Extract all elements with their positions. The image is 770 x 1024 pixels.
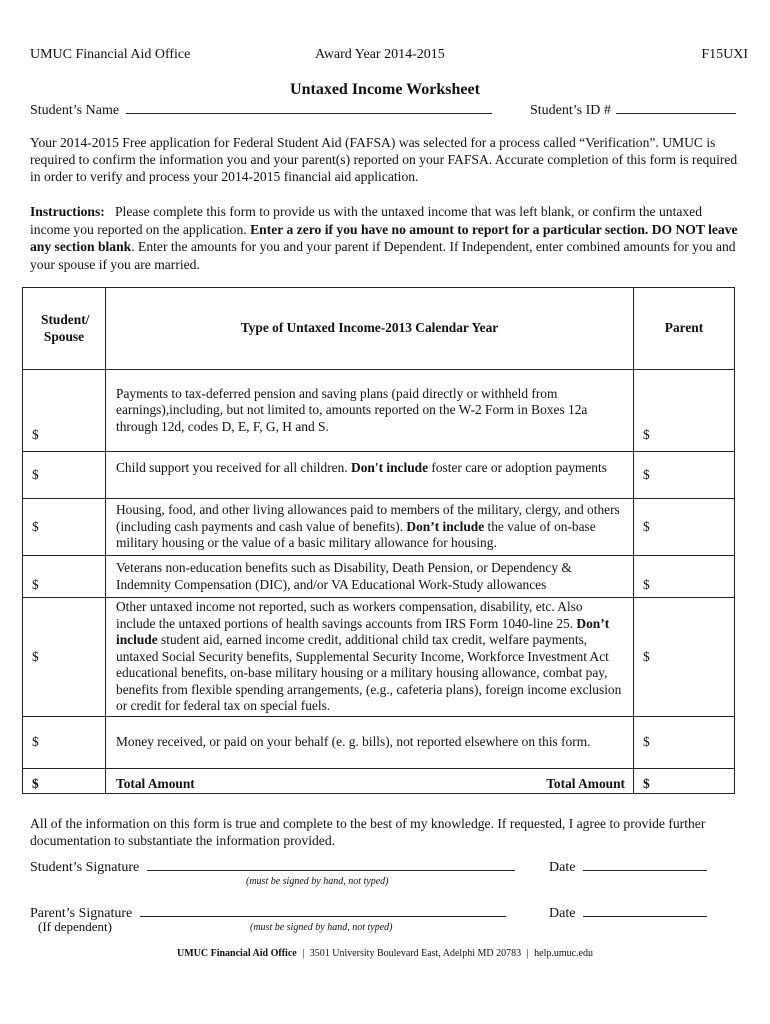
parent-signature-field[interactable] [140, 903, 506, 917]
if-dependent-label: (If dependent) [38, 919, 112, 934]
income-description [106, 370, 634, 452]
row-text-post: student aid, earned income credit, additional child tax credit, welfare payments, untaxed Social Security benefits, Supplemental Security Income, Workforce Investment Act educational benefits, on-base military housing or a military housing allowance, combat pay, benefits from flexible spending arrangements, (e.g., cafeteria plans), foreign income exclusion or credit for federal tax on special fuels. [116, 632, 622, 714]
footer-website[interactable]: help.umuc.edu [534, 948, 593, 959]
student-name-label: Student’s Name [30, 103, 120, 118]
instructions-paragraph [30, 203, 742, 273]
student-amount-cell[interactable]: $ [23, 370, 106, 452]
student-id-label: Student’s ID # [530, 103, 611, 118]
total-row [23, 769, 735, 794]
parent-date-label: Date [549, 906, 576, 921]
parent-amount-cell[interactable]: $ [634, 717, 735, 769]
student-signature-field[interactable] [147, 857, 515, 871]
row-text: Child support you received for all children. [116, 460, 352, 475]
student-total-cell[interactable]: $ [23, 769, 106, 794]
student-amount-cell[interactable]: $ [23, 556, 106, 598]
student-name-row [30, 100, 492, 119]
student-amount-cell[interactable]: $ [23, 452, 106, 499]
income-description [106, 499, 634, 556]
total-labels [106, 769, 634, 794]
income-description [106, 717, 634, 769]
instructions-text-1: Please complete this form to provide us with the untaxed income that was left blank, or confirm the untaxed income you reported on the application. [30, 204, 703, 237]
row-bold-text: Don't include [351, 460, 429, 475]
parent-amount-cell[interactable]: $ [634, 499, 735, 556]
student-id-row [530, 100, 736, 119]
row-text: Payments to tax-deferred pension and saving plans (paid directly or withheld from earnings),including, but not limited to, amounts reported on the W-2 Form in Boxes 12a through 12d, codes D, E, F, G, H and S. [116, 385, 588, 434]
table-row [23, 556, 735, 598]
student-total-label: Total Amount [116, 775, 195, 791]
untaxed-income-table [22, 287, 735, 794]
instructions-bold: Enter a zero if you have no amount to report for a particular section. DO NOT leave any section blank [30, 221, 738, 254]
student-date-field[interactable] [583, 857, 707, 871]
parent-date-field[interactable] [583, 903, 707, 917]
student-name-field[interactable] [126, 100, 492, 114]
footer-separator: | [302, 948, 305, 959]
row-text: Veterans non-education benefits such as Disability, Death Pension, or Dependency & Indemnity Compensation (DIC), and/or VA Educational Work-Study allowances [116, 560, 572, 592]
student-date-row [549, 857, 707, 876]
col-header-income-type: Type of Untaxed Income-2013 Calendar Year [106, 288, 634, 370]
student-amount-cell[interactable]: $ [23, 598, 106, 717]
intro-paragraph: Your 2014-2015 Free application for Federal Student Aid (FAFSA) was selected for a process called “Verification”. UMUC is required to confirm the information you and your parent(s) reported on your FAFSA. Accurate completion of this form is required in order to verify and process your 2014-2015 financial aid application. [30, 135, 738, 184]
table-row [23, 598, 735, 717]
col-header-student-spouse: Student/ Spouse [23, 288, 106, 370]
row-text: Money received, or paid on your behalf (e. g. bills), not reported elsewhere on this form. [116, 734, 591, 750]
student-amount-cell[interactable]: $ [23, 499, 106, 556]
col-header-parent: Parent [634, 288, 735, 370]
student-signature-row [30, 857, 515, 876]
parent-amount-cell[interactable]: $ [634, 556, 735, 598]
instructions-text-2: . Enter the amounts for you and your parent if Dependent. If Independent, enter combined amounts for you and your spouse if you are married. [30, 239, 736, 272]
footer-address: 3501 University Boulevard East, Adelphi MD 20783 [309, 948, 522, 959]
row-bold-text: Don’t include [406, 518, 485, 534]
student-hand-sign-note: (must be signed by hand, not typed) [246, 876, 389, 887]
parent-total-cell[interactable]: $ [634, 769, 735, 794]
student-amount-cell[interactable]: $ [23, 717, 106, 769]
footer-office: UMUC Financial Aid Office [177, 948, 297, 959]
row-text-post: foster care or adoption payments [428, 460, 607, 475]
table-row [23, 452, 735, 499]
page-title: Untaxed Income Worksheet [290, 81, 480, 98]
table-row [23, 370, 735, 452]
row-text-post: the value of on-base military housing or the value of a basic military allowance for housing. [116, 518, 596, 551]
certification-text: All of the information on this form is true and complete to the best of my knowledge. If requested, I agree to provide further documentation to substantiate the information provided. [30, 816, 706, 848]
header-award-year: Award Year 2014-2015 [315, 47, 445, 62]
instructions-label: Instructions: [30, 204, 105, 219]
table-row [23, 717, 735, 769]
parent-hand-sign-note: (must be signed by hand, not typed) [250, 922, 393, 933]
income-description [106, 556, 634, 598]
page-footer [0, 948, 770, 959]
parent-total-label: Total Amount [546, 775, 625, 791]
table-header-row [23, 288, 735, 370]
income-description [106, 452, 634, 499]
student-id-field[interactable] [616, 100, 736, 114]
parent-signature-label: Parent’s Signature [30, 906, 133, 921]
table-row [23, 499, 735, 556]
row-text: Other untaxed income not reported, such as workers compensation, disability, etc. Also include the untaxed portions of health savings accounts from IRS Form 1040-line 25. [116, 599, 583, 631]
student-signature-label: Student’s Signature [30, 860, 140, 875]
parent-amount-cell[interactable]: $ [634, 370, 735, 452]
row-bold-text: Don’t include [116, 615, 610, 648]
footer-separator: | [526, 948, 529, 959]
income-description [106, 598, 634, 717]
parent-amount-cell[interactable]: $ [634, 598, 735, 717]
student-date-label: Date [549, 860, 576, 875]
parent-date-row [549, 903, 707, 922]
header-office: UMUC Financial Aid Office [30, 47, 191, 62]
row-text: Housing, food, and other living allowances paid to members of the military, clergy, and others (including cash payments and cash value of benefits). [116, 502, 620, 534]
parent-amount-cell[interactable]: $ [634, 452, 735, 499]
header-form-code: F15UXI [701, 47, 748, 62]
